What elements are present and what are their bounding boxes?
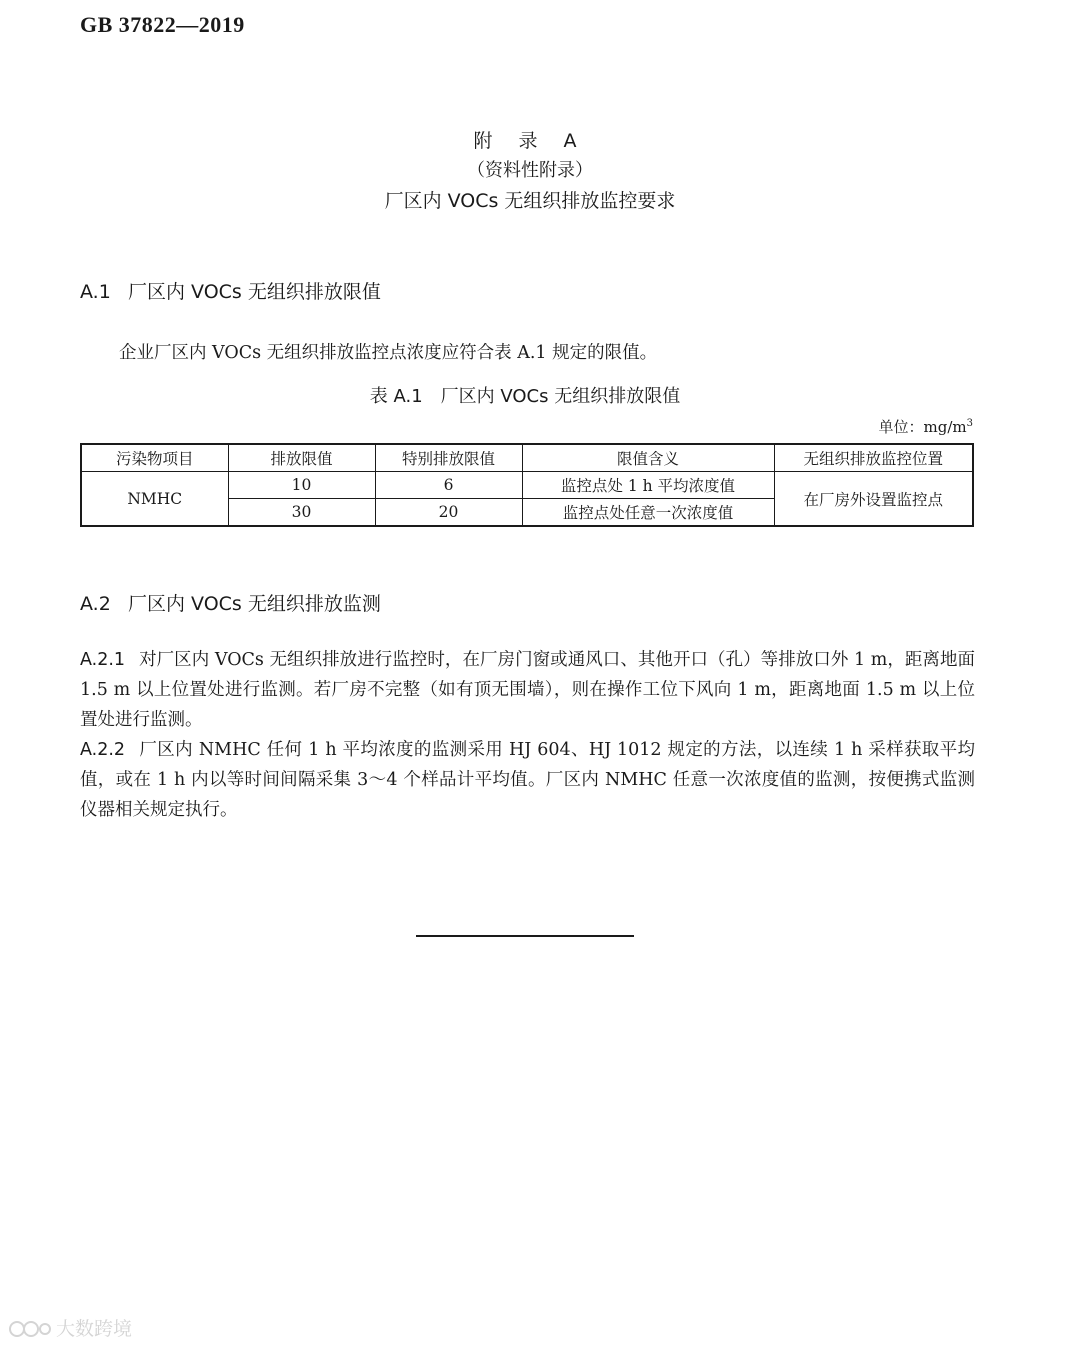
section-a2-number: A.2: [80, 593, 111, 615]
meaning-cell: 监控点处 1 h 平均浓度值: [522, 472, 774, 499]
section-a2-heading: [80, 589, 381, 616]
column-header: 无组织排放监控位置: [774, 444, 973, 472]
table-unit-label: 单位：mg/m: [878, 418, 967, 436]
clause-a2-2-number: A.2.2: [80, 740, 126, 760]
section-a1-heading: [80, 277, 381, 304]
table-header-row: [81, 444, 973, 472]
column-header: 排放限值: [228, 444, 375, 472]
clause-a2-2: [80, 735, 975, 825]
end-rule: [416, 935, 634, 937]
column-header: 特别排放限值: [375, 444, 522, 472]
section-a1-paragraph: 企业厂区内 VOCs 无组织排放监控点浓度应符合表 A.1 规定的限值。: [119, 343, 658, 363]
special-limit-cell: 6: [375, 472, 522, 499]
section-a2-body: [80, 645, 975, 825]
watermark-text: 大数跨境: [56, 1318, 133, 1340]
clause-a2-1-number: A.2.1: [80, 650, 126, 670]
table-caption-number: 表 A.1: [369, 386, 423, 407]
watermark: [8, 1314, 132, 1341]
table-unit: [879, 416, 973, 437]
special-limit-cell: 20: [375, 499, 522, 527]
clause-a2-2-text: 厂区内 NMHC 任何 1 h 平均浓度的监测采用 HJ 604、HJ 1012 规定的方法，以连续 1 h 采样获取平均值，或在 1 h 内以等时间间隔采集 3～4 个样品计平均值。厂区内 NMHC 任意一次浓度值的监测，按便携式监测仪器相关规定执行。: [80, 740, 975, 820]
section-a1-number: A.1: [80, 281, 111, 303]
table-caption: [0, 382, 1050, 408]
clause-a2-1: [80, 645, 975, 735]
standard-number: GB 37822—2019: [80, 12, 245, 37]
section-a1-title: 厂区内 VOCs 无组织排放限值: [128, 281, 381, 303]
limit-cell: 30: [228, 499, 375, 527]
clause-a2-1-text: 对厂区内 VOCs 无组织排放进行监控时，在厂房门窗或通风口、其他开口（孔）等排放口外 1 m，距离地面 1.5 m 以上位置处进行监测。若厂房不完整（如有顶无围墙），则在操作工位下风向 1 m，距离地面 1.5 m 以上位置处进行监测。: [80, 650, 975, 730]
location-cell: 在厂房外设置监控点: [774, 472, 973, 527]
table-caption-title: 厂区内 VOCs 无组织排放限值: [440, 386, 681, 407]
table-row: [81, 472, 973, 499]
appendix-subtitle: 厂区内 VOCs 无组织排放监控要求: [384, 190, 676, 212]
appendix-type: （资料性附录）: [467, 160, 593, 181]
column-header: 污染物项目: [81, 444, 228, 472]
column-header: 限值含义: [522, 444, 774, 472]
limits-table: [80, 443, 974, 527]
pollutant-cell: NMHC: [81, 472, 228, 527]
meaning-cell: 监控点处任意一次浓度值: [522, 499, 774, 527]
table-unit-exponent: 3: [966, 418, 973, 429]
watermark-logo-icon: [8, 1316, 52, 1340]
section-a2-title: 厂区内 VOCs 无组织排放监测: [128, 593, 381, 615]
limit-cell: 10: [228, 472, 375, 499]
appendix-title: 附 录 A: [473, 130, 587, 152]
